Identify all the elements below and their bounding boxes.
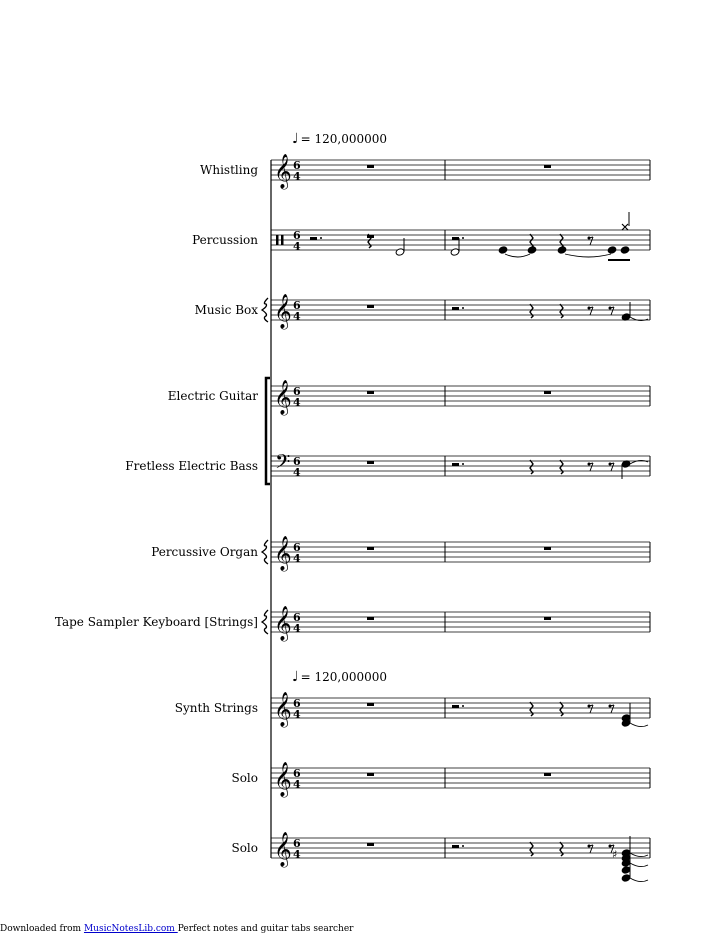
whole-rest bbox=[544, 165, 551, 168]
instrument-label-music-box: Music Box bbox=[194, 303, 258, 317]
tie bbox=[630, 853, 648, 882]
time-signature-numerator: 6 bbox=[293, 385, 301, 398]
note-head bbox=[450, 248, 460, 256]
quarter-rest bbox=[530, 842, 533, 856]
note-head bbox=[557, 246, 567, 254]
whole-rest bbox=[367, 461, 374, 464]
time-signature-denominator: 4 bbox=[293, 240, 301, 253]
note-head bbox=[395, 248, 405, 256]
dot bbox=[462, 237, 464, 239]
percussion-clef-icon bbox=[281, 235, 284, 245]
time-signature-denominator: 4 bbox=[293, 708, 301, 721]
footer-site-link[interactable]: MusicNotesLib.com bbox=[83, 924, 178, 934]
time-signature-denominator: 4 bbox=[293, 310, 301, 323]
time-signature-denominator: 4 bbox=[293, 396, 301, 409]
sharp-icon: ♯ bbox=[612, 848, 618, 861]
treble-clef-icon: 𝄞 bbox=[274, 294, 292, 329]
note-head bbox=[621, 874, 631, 882]
cross-note-head bbox=[622, 224, 628, 230]
brace-music-box bbox=[262, 298, 268, 322]
time-signature-numerator: 6 bbox=[293, 299, 301, 312]
instrument-label-fretless-bass: Fretless Electric Bass bbox=[125, 459, 258, 473]
half-rest bbox=[452, 705, 459, 708]
note-head bbox=[498, 246, 508, 254]
treble-clef-icon: 𝄞 bbox=[274, 606, 292, 641]
footer-prefix: Downloaded from bbox=[0, 924, 82, 934]
quarter-rest bbox=[530, 304, 533, 318]
note-head bbox=[621, 866, 631, 874]
whole-rest bbox=[367, 843, 374, 846]
whole-rest bbox=[367, 391, 374, 394]
time-signature-denominator: 4 bbox=[293, 778, 301, 791]
whole-rest bbox=[544, 391, 551, 394]
instrument-label-solo-2: Solo bbox=[231, 841, 258, 855]
time-signature-denominator: 4 bbox=[293, 466, 301, 479]
whole-rest bbox=[367, 165, 374, 168]
dot bbox=[462, 845, 464, 847]
treble-clef-icon: 𝄞 bbox=[274, 536, 292, 571]
treble-clef-icon: 𝄞 bbox=[274, 154, 292, 189]
whole-rest bbox=[367, 617, 374, 620]
percussion-clef-icon bbox=[276, 235, 279, 245]
treble-clef-icon: 𝄞 bbox=[274, 762, 292, 797]
quarter-note-icon: ♩ bbox=[292, 131, 299, 147]
quarter-rest bbox=[530, 234, 533, 248]
download-footer bbox=[0, 924, 353, 935]
note-head bbox=[620, 246, 630, 254]
instrument-label-percussive-organ: Percussive Organ bbox=[151, 545, 258, 559]
time-signature-numerator: 6 bbox=[293, 837, 301, 850]
half-rest bbox=[452, 307, 459, 310]
dot bbox=[462, 307, 464, 309]
dot bbox=[320, 237, 322, 239]
whole-rest bbox=[367, 547, 374, 550]
whole-rest bbox=[367, 773, 374, 776]
time-signature-numerator: 6 bbox=[293, 767, 301, 780]
bass-clef-icon: 𝄢 bbox=[275, 450, 291, 478]
tie bbox=[505, 254, 611, 257]
brace-percussive-organ bbox=[262, 540, 268, 564]
whole-rest bbox=[544, 773, 551, 776]
dot bbox=[462, 705, 464, 707]
half-rest bbox=[310, 237, 317, 240]
instrument-label-whistling: Whistling bbox=[200, 163, 258, 177]
quarter-rest bbox=[530, 460, 533, 474]
time-signature-denominator: 4 bbox=[293, 170, 301, 183]
quarter-note-icon: ♩ bbox=[292, 669, 299, 685]
half-rest bbox=[452, 463, 459, 466]
treble-clef-icon: 𝄞 bbox=[274, 380, 292, 415]
brace-tape-sampler bbox=[262, 610, 268, 634]
half-rest bbox=[452, 237, 459, 240]
time-signature-numerator: 6 bbox=[293, 229, 301, 242]
time-signature-denominator: 4 bbox=[293, 552, 301, 565]
note-head bbox=[607, 246, 617, 254]
time-signature-denominator: 4 bbox=[293, 622, 301, 635]
whole-rest bbox=[544, 617, 551, 620]
treble-clef-icon: 𝄞 bbox=[274, 692, 292, 727]
whole-rest bbox=[367, 305, 374, 308]
instrument-label-electric-guitar: Electric Guitar bbox=[167, 389, 258, 403]
quarter-rest bbox=[560, 702, 563, 716]
tempo-value: = 120,000000 bbox=[300, 670, 388, 684]
time-signature-numerator: 6 bbox=[293, 611, 301, 624]
quarter-rest bbox=[530, 702, 533, 716]
time-signature-numerator: 6 bbox=[293, 455, 301, 468]
instrument-label-solo-1: Solo bbox=[231, 771, 258, 785]
instrument-label-synth-strings: Synth Strings bbox=[174, 701, 258, 715]
tempo-value: = 120,000000 bbox=[300, 132, 388, 146]
whole-rest bbox=[544, 547, 551, 550]
quarter-rest bbox=[560, 842, 563, 856]
instrument-label-tape-sampler: Tape Sampler Keyboard [Strings] bbox=[54, 615, 258, 629]
instrument-label-percussion: Percussion bbox=[192, 233, 258, 247]
note-head bbox=[527, 246, 537, 254]
time-signature-denominator: 4 bbox=[293, 848, 301, 861]
time-signature-numerator: 6 bbox=[293, 541, 301, 554]
half-rest bbox=[452, 845, 459, 848]
treble-clef-icon: 𝄞 bbox=[274, 832, 292, 867]
whole-rest bbox=[367, 703, 374, 706]
quarter-rest bbox=[560, 304, 563, 318]
quarter-rest bbox=[560, 460, 563, 474]
time-signature-numerator: 6 bbox=[293, 159, 301, 172]
bracket-guitar-bass bbox=[266, 378, 270, 484]
footer-tagline: Perfect notes and guitar tabs searcher bbox=[177, 924, 354, 934]
tie bbox=[630, 723, 648, 727]
dot bbox=[462, 463, 464, 465]
quarter-rest bbox=[560, 234, 563, 248]
time-signature-numerator: 6 bbox=[293, 697, 301, 710]
